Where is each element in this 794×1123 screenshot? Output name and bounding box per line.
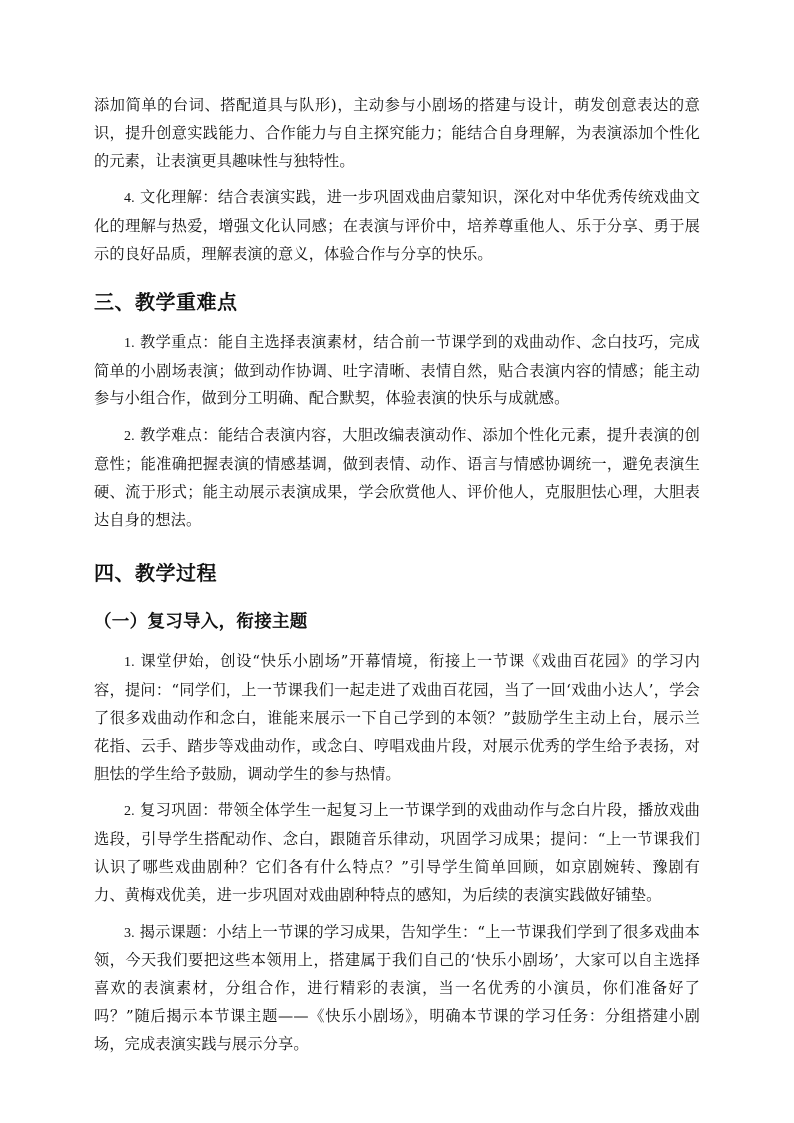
section-heading-key-points: 三、教学重难点 (94, 289, 238, 314)
subsection-heading-review: （一）复习导入，衔接主题 (94, 612, 308, 633)
process-step-paragraph (94, 648, 700, 788)
paragraph-text: 教学难点：能结合表演内容，大胆改编表演动作、添加个性化元素，提升表演的创意性；能准确把握表演的情感基调，做到表情、动作、语言与情感协调统一，避免表演生硬、流于形式；能主动展示表演成果，学会欣赏他人、评价他人，克服胆怯心理，大胆表达自身的想法。 (94, 426, 700, 529)
list-number: 3. (124, 925, 135, 941)
objective-3-continuation: 添加简单的台词、搭配道具与队形)，主动参与小剧场的搭建与设计，萌发创意表达的意识，提升创意实践能力、合作能力与自主探究能力；能结合自身理解，为表演添加个性化的元素，让表演更具趣味性与独特性。 (94, 96, 700, 170)
document-page (94, 92, 700, 1059)
list-number: 1. (124, 335, 135, 351)
paragraph-text: 文化理解：结合表演实践，进一步巩固戏曲启蒙知识，深化对中华优秀传统戏曲文化的理解与热爱，增强文化认同感；在表演与评价中，培养尊重他人、乐于分享、勇于展示的良好品质，理解表演的意义，体验合作与分享的快乐。 (94, 188, 700, 263)
paragraph-text: 课堂伊始，创设“快乐小剧场”开幕情境，衔接上一节课《戏曲百花园》的学习内容，提问：“同学们，上一节课我们一起走进了戏曲百花园，当了一回‘戏曲小达人’，学会了很多戏曲动作和念白，谁能来展示一下自己学到的本领？”鼓励学生主动上台，展示兰花指、云手、踏步等戏曲动作，或念白、哼唱戏曲片段，对展示优秀的学生给予表扬，对胆怯的学生给予鼓励，调动学生的参与热情。 (94, 652, 700, 783)
list-number: 4. (124, 191, 135, 207)
objective-4-paragraph (94, 184, 700, 268)
list-number: 2. (124, 429, 135, 445)
paragraph-text: 揭示课题：小结上一节课的学习成果，告知学生：“上一节课我们学到了很多戏曲本领，今天我们要把这些本领用上，搭建属于我们自己的‘快乐小剧场’，大家可以自主选择喜欢的表演素材，分组合作，进行精彩的表演，当一名优秀的小演员，你们准备好了吗？”随后揭示本节课主题——《快乐小剧场》，明确本节课的学习任务：分组搭建小剧场，完成表演实践与展示分享。 (94, 922, 700, 1053)
difficult-point-paragraph (94, 422, 700, 534)
paragraph-text: 教学重点：能自主选择表演素材，结合前一节课学到的戏曲动作、念白技巧，完成简单的小剧场表演；做到动作协调、吐字清晰、表情自然，贴合表演内容的情感；能主动参与小组合作，做到分工明确、配合默契，体验表演的快乐与成就感。 (94, 332, 700, 408)
key-point-paragraph (94, 329, 700, 413)
process-step-paragraph (94, 797, 700, 909)
list-number: 2. (124, 804, 135, 820)
section-heading-teaching-process: 四、教学过程 (94, 561, 217, 586)
process-step-paragraph (94, 919, 700, 1059)
list-number: 1. (124, 655, 135, 671)
paragraph-text: 复习巩固：带领全体学生一起复习上一节课学到的戏曲动作与念白片段，播放戏曲选段，引导学生搭配动作、念白，跟随音乐律动，巩固学习成果；提问：“上一节课我们认识了哪些戏曲剧种？它们各有什么特点？”引导学生简单回顾，如京剧婉转、豫剧有力、黄梅戏优美，进一步巩固对戏曲剧种特点的感知，为后续的表演实践做好铺垫。 (94, 801, 700, 904)
